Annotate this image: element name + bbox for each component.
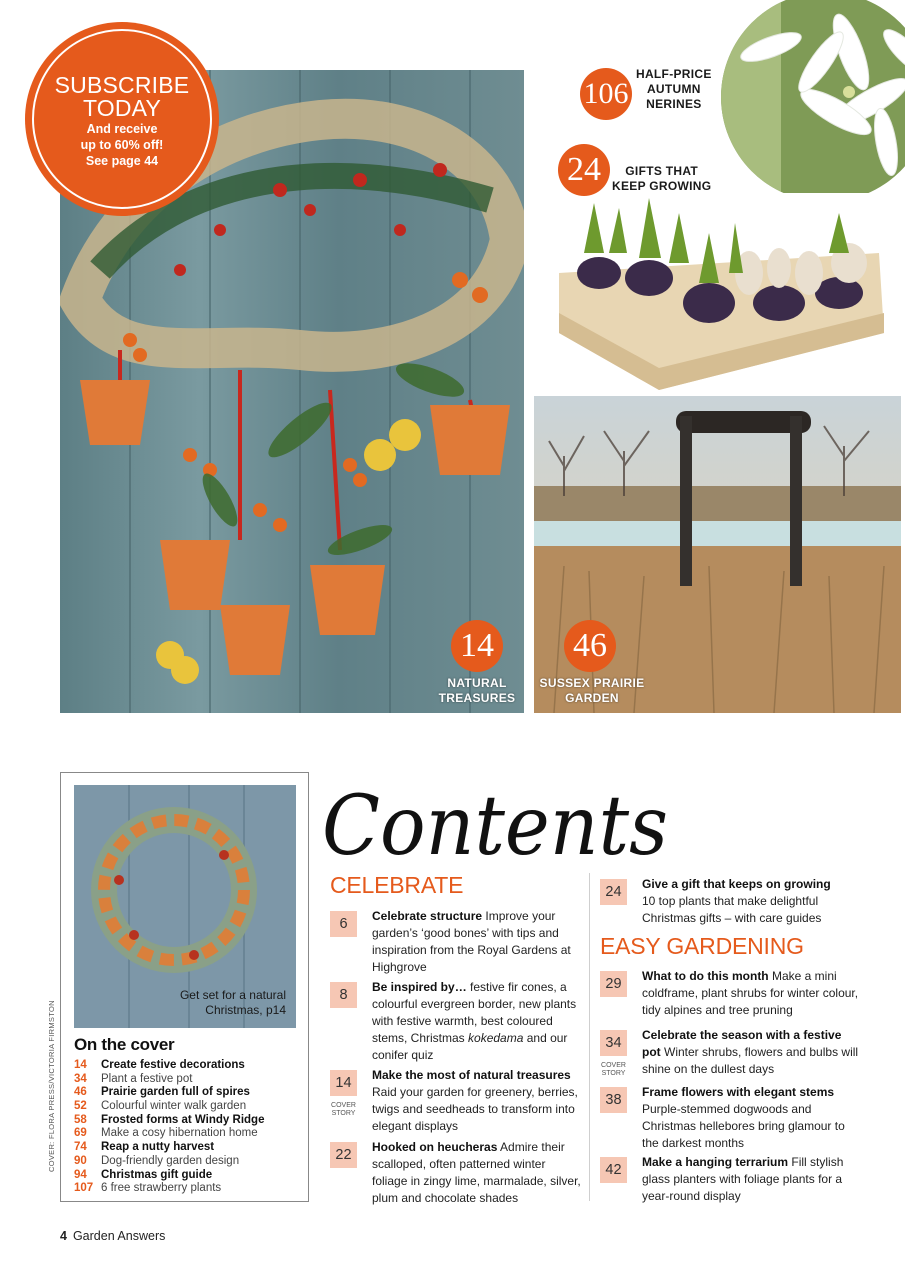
caption-line: AUTUMN — [646, 82, 701, 96]
badge-caption-treasures — [430, 676, 524, 706]
cover-story-tag: COVER STORY — [601, 1062, 626, 1077]
cover-line-page: 94 — [74, 1168, 87, 1181]
cover-line-page: 74 — [74, 1141, 87, 1154]
folio-page-number: 4 — [60, 1229, 67, 1243]
entry-text — [372, 979, 584, 1064]
entry-italic: kokedama — [468, 1031, 524, 1045]
column-divider — [589, 873, 590, 1201]
caption-line: SUSSEX PRAIRIE — [539, 676, 645, 690]
entry-title: Make the most of natural treasures — [372, 1068, 571, 1082]
nerine-photo — [721, 0, 905, 202]
entry-title: Frame flowers with elegant stems — [642, 1085, 835, 1099]
cover-line-item[interactable] — [74, 1059, 306, 1073]
entry-desc: 10 top plants that make delightful Christmas gifts – with care guides — [642, 894, 822, 925]
entry-desc: festive fir cones, a colourful evergreen border, new plants with festive warmth, best coloured stems, Christmas — [372, 980, 577, 1045]
cover-line-title: Make a cosy hibernation home — [101, 1127, 258, 1140]
entry-desc: Fill stylish glass planters with foliage plants for a year-round display — [642, 1155, 844, 1203]
entry-text — [642, 968, 862, 1019]
page-number: 8 — [330, 982, 357, 1008]
on-the-cover-heading: On the cover — [74, 1035, 175, 1054]
subscribe-line1: SUBSCRIBE — [54, 72, 190, 98]
cover-line-title: Dog-friendly garden design — [101, 1154, 240, 1167]
cover-line-title: Christmas gift guide — [101, 1168, 213, 1181]
subscribe-badge[interactable] — [25, 22, 219, 216]
page-number: 22 — [330, 1142, 357, 1168]
subscribe-line2: TODAY — [82, 95, 162, 121]
caption-line: GARDEN — [565, 691, 619, 705]
entry-text — [642, 1154, 862, 1205]
cover-thumbnail[interactable] — [74, 785, 296, 1028]
bulbs-photo — [549, 193, 887, 390]
cover-line-item[interactable] — [74, 1100, 306, 1114]
page-number: 42 — [600, 1157, 627, 1183]
badge-caption-nerines — [636, 67, 712, 112]
magazine-name: Garden Answers — [72, 1229, 166, 1243]
badge-caption-gifts — [612, 164, 711, 194]
entry-title: What to do this month — [642, 969, 769, 983]
cover-story-tag: COVER STORY — [331, 1102, 356, 1117]
cover-line-page: 107 — [74, 1182, 94, 1195]
cover-line-page: 69 — [74, 1127, 87, 1140]
cover-line-page: 34 — [74, 1072, 87, 1085]
cover-line-title: 6 free strawberry plants — [101, 1182, 222, 1195]
entry-text — [372, 1139, 584, 1207]
entry-text — [642, 876, 862, 927]
cover-line-title: Plant a festive pot — [101, 1072, 193, 1085]
entry-desc: Admire their scalloped, often patterned winter foliage in zingy lime, marmalade, silver, plum and chocolate shades — [372, 1140, 581, 1205]
caption-line: HALF-PRICE — [636, 67, 712, 81]
page-number: 14 — [330, 1070, 357, 1096]
page-number: 6 — [330, 911, 357, 937]
entry-title: Be inspired by… — [372, 980, 467, 994]
section-heading-easy-gardening: EASY GARDENING — [600, 933, 804, 959]
caption-line: NERINES — [646, 97, 702, 111]
cover-line-page: 52 — [74, 1100, 87, 1113]
caption-line: GIFTS THAT — [625, 164, 699, 178]
subscribe-offer2: up to 60% off! — [80, 138, 164, 152]
cover-line-item[interactable] — [74, 1169, 306, 1183]
cover-line-title: Reap a nutty harvest — [101, 1141, 215, 1154]
cover-line-title: Create festive decorations — [101, 1059, 245, 1071]
section-heading-celebrate: CELEBRATE — [330, 872, 464, 898]
contents-title-text: Contents — [322, 779, 668, 868]
entry-title: Celebrate the season with a festive pot — [642, 1028, 842, 1059]
page-badge-46[interactable]: 46 — [564, 620, 616, 672]
entry-title: Hooked on heucheras — [372, 1140, 498, 1154]
contents-title — [318, 768, 678, 868]
entry-desc: Improve your garden’s ‘good bones’ with tips and inspiration from the Royal Gardens at Highgrove — [372, 909, 571, 974]
page-badge-106[interactable]: 106 — [580, 68, 632, 120]
cover-line-title: Frosted forms at Windy Ridge — [101, 1113, 265, 1126]
entry-desc: Make a mini coldframe, plant shrubs for winter colour, tidy alpines and tree pruning — [642, 969, 859, 1017]
on-the-cover-panel — [60, 772, 309, 1202]
caption-line: KEEP GROWING — [612, 179, 712, 193]
photo-credit: COVER: FLORA PRESS/VICTORIA FIRMSTON — [47, 1000, 56, 1172]
entry-desc: and our conifer quiz — [372, 1031, 568, 1062]
entry-text — [372, 908, 584, 976]
cover-lines-list — [74, 1059, 306, 1196]
page-badge-14[interactable]: 14 — [451, 620, 503, 672]
cover-line-page: 46 — [74, 1086, 87, 1099]
cover-line-item[interactable] — [74, 1086, 306, 1100]
page-badge-24[interactable]: 24 — [558, 144, 610, 196]
subscribe-offer1: And receive — [86, 122, 158, 136]
page-number: 34 — [600, 1030, 627, 1056]
page-number: 38 — [600, 1087, 627, 1113]
entry-title: Celebrate structure — [372, 909, 483, 923]
page-number: 29 — [600, 971, 627, 997]
entry-desc: Purple-stemmed dogwoods and Christmas hellebores bring glamour to the darkest months — [642, 1102, 845, 1150]
entry-title: Give a gift that keeps on growing — [642, 877, 831, 891]
cover-line-item[interactable] — [74, 1114, 306, 1128]
cover-line-title: Prairie garden full of spires — [101, 1086, 250, 1099]
cover-line-item[interactable] — [74, 1127, 306, 1141]
subscribe-offer3: See page 44 — [85, 154, 159, 168]
entry-text — [642, 1084, 862, 1152]
cover-line-item[interactable] — [74, 1073, 306, 1087]
page-footer — [60, 1229, 165, 1243]
page-number: 24 — [600, 879, 627, 905]
badge-caption-prairie — [536, 676, 648, 706]
cover-line-title: Colourful winter walk garden — [101, 1100, 247, 1113]
caption-line: TREASURES — [438, 691, 516, 705]
entry-text — [642, 1027, 862, 1078]
cover-line-page: 58 — [74, 1113, 87, 1126]
entry-title: Make a hanging terrarium — [642, 1155, 789, 1169]
caption-line: NATURAL — [447, 676, 507, 690]
cover-line-page: 90 — [74, 1154, 87, 1167]
entry-text — [372, 1067, 584, 1135]
cover-line-item[interactable] — [74, 1155, 306, 1169]
cover-line-item[interactable] — [74, 1141, 306, 1155]
cover-thumb-caption: Get set for a natural Christmas, p14 — [179, 988, 286, 1017]
cover-line-item[interactable] — [74, 1182, 306, 1196]
entry-desc: Raid your garden for greenery, berries, twigs and seedheads to transform into elegant displays — [372, 1085, 578, 1133]
cover-line-page: 14 — [74, 1059, 87, 1071]
entry-desc: Winter shrubs, flowers and bulbs will shine on the dullest days — [642, 1045, 859, 1076]
